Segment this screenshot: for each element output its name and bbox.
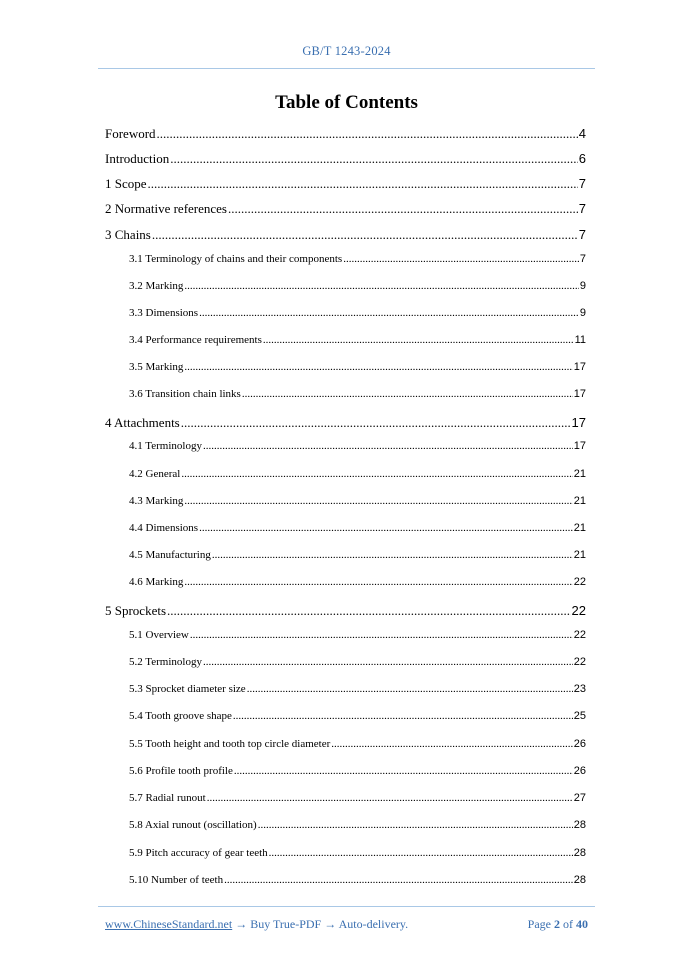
toc-entry-title: 3 Chains — [105, 227, 151, 242]
toc-entry[interactable] — [129, 656, 586, 668]
dot-leader — [184, 576, 572, 588]
toc-entry[interactable] — [105, 176, 586, 192]
toc-entry[interactable] — [129, 710, 586, 722]
toc-entry-title: 3.4 Performance requirements — [129, 334, 262, 346]
toc-entry[interactable] — [129, 440, 586, 452]
toc-entry-title: Introduction — [105, 151, 170, 166]
toc-entry-title: 4.3 Marking — [129, 495, 184, 507]
toc-entry-page: 11 — [574, 334, 586, 346]
toc-entry-title: 3.3 Dimensions — [129, 307, 199, 319]
toc-entry-page: 9 — [579, 280, 586, 292]
toc-entry[interactable] — [129, 361, 586, 373]
page-total: 40 — [576, 917, 588, 931]
dot-leader — [148, 176, 578, 192]
delivery-text: Auto-delivery. — [338, 917, 409, 931]
toc-entry[interactable] — [105, 201, 586, 217]
toc-entry-title: 5.1 Overview — [129, 629, 189, 641]
toc-entry-title: 3.2 Marking — [129, 280, 184, 292]
toc-entry-page: 22 — [571, 603, 586, 618]
toc-entry[interactable] — [129, 280, 586, 292]
toc-entry-title: 4 Attachments — [105, 415, 180, 430]
site-link[interactable]: www.ChineseStandard.net — [105, 917, 233, 931]
toc-entry-page: 28 — [573, 819, 586, 831]
dot-leader — [247, 683, 573, 695]
toc-entry-page: 21 — [573, 495, 586, 507]
buy-link[interactable]: Buy True-PDF — [250, 917, 322, 931]
dot-leader — [152, 227, 578, 243]
dot-leader — [258, 819, 573, 831]
dot-leader — [199, 522, 573, 534]
arrow-icon: → — [324, 917, 337, 931]
page-title: Table of Contents — [275, 92, 418, 113]
toc-entry-page: 17 — [573, 440, 586, 452]
toc-entry[interactable] — [129, 847, 586, 859]
toc-entry-page: 6 — [578, 151, 586, 166]
toc-entry-page: 22 — [573, 629, 586, 641]
toc-entry-page: 27 — [573, 792, 586, 804]
toc-entry-page: 17 — [573, 361, 586, 373]
toc-entry-title: 3.1 Terminology of chains and their components — [129, 253, 343, 265]
dot-leader — [234, 765, 573, 777]
toc-entry-page: 26 — [573, 765, 586, 777]
toc-entry-page: 28 — [573, 874, 586, 886]
toc-entry-title: 3.6 Transition chain links — [129, 388, 241, 400]
dot-leader — [184, 495, 572, 507]
toc-entry-title: 5 Sprockets — [105, 603, 167, 618]
dot-leader — [228, 201, 578, 217]
toc-entry-title: 4.1 Terminology — [129, 440, 202, 452]
dot-leader — [157, 126, 578, 142]
toc-entry-title: 4.5 Manufacturing — [129, 549, 211, 561]
toc-entry-page: 28 — [573, 847, 586, 859]
toc-entry-page: 25 — [573, 710, 586, 722]
toc-entry-page: 21 — [573, 549, 586, 561]
toc-entry[interactable] — [105, 151, 586, 167]
dot-leader — [224, 874, 573, 886]
toc-entry[interactable] — [129, 683, 586, 695]
toc-entry-page: 23 — [573, 683, 586, 695]
toc-entry-title: 4.4 Dimensions — [129, 522, 199, 534]
toc-entry-page: 22 — [573, 576, 586, 588]
toc-entry-title: 5.8 Axial runout (oscillation) — [129, 819, 257, 831]
toc-entry-title: 4.6 Marking — [129, 576, 184, 588]
toc-entry-title: 4.2 General — [129, 468, 181, 480]
toc-entry-page: 21 — [573, 522, 586, 534]
toc-entry-title: 2 Normative references — [105, 201, 227, 216]
dot-leader — [203, 656, 573, 668]
dot-leader — [199, 307, 579, 319]
toc-entry-page: 4 — [578, 126, 586, 141]
arrow-icon: → — [235, 917, 248, 931]
toc-entry-page: 17 — [571, 415, 586, 430]
toc-entry-title: 5.9 Pitch accuracy of gear teeth — [129, 847, 268, 859]
page-counter — [528, 917, 588, 932]
dot-leader — [167, 603, 571, 619]
toc-entry[interactable] — [105, 227, 586, 243]
toc-entry-title: 5.6 Profile tooth profile — [129, 765, 233, 777]
dot-leader — [242, 388, 573, 400]
toc-entry[interactable] — [129, 495, 586, 507]
toc-entry[interactable] — [129, 307, 586, 319]
dot-leader — [184, 280, 578, 292]
dot-leader — [212, 549, 573, 561]
toc-entry-page: 9 — [579, 307, 586, 319]
toc-entry-title: Foreword — [105, 126, 156, 141]
toc-entry-title: 5.5 Tooth height and tooth top circle diameter — [129, 738, 331, 750]
toc-entry[interactable] — [129, 468, 586, 480]
toc-entry[interactable] — [129, 334, 586, 346]
header-rule — [98, 68, 595, 69]
toc-entry-page: 22 — [573, 656, 586, 668]
dot-leader — [181, 415, 571, 431]
toc-entry[interactable] — [129, 253, 586, 265]
toc-entry-title: 5.10 Number of teeth — [129, 874, 224, 886]
dot-leader — [207, 792, 573, 804]
toc-entry-title: 1 Scope — [105, 176, 147, 191]
dot-leader — [331, 738, 572, 750]
toc-entry-page: 7 — [578, 227, 586, 242]
toc-entry[interactable] — [129, 738, 586, 750]
toc-entry[interactable] — [129, 819, 586, 831]
toc-entry-title: 5.4 Tooth groove shape — [129, 710, 232, 722]
toc-entry[interactable] — [129, 549, 586, 561]
toc-entry-page: 7 — [578, 201, 586, 216]
toc-entry-title: 5.7 Radial runout — [129, 792, 206, 804]
toc-entry[interactable] — [129, 388, 586, 400]
footer-promo — [105, 917, 408, 932]
toc-entry[interactable] — [129, 792, 586, 804]
toc-entry[interactable] — [129, 874, 586, 886]
dot-leader — [203, 440, 573, 452]
dot-leader — [233, 710, 573, 722]
toc-entry-page: 21 — [573, 468, 586, 480]
dot-leader — [269, 847, 573, 859]
running-header: GB/T 1243-2024 — [302, 44, 391, 58]
dot-leader — [343, 253, 579, 265]
page-label: Page — [527, 917, 551, 931]
of-label: of — [563, 917, 573, 931]
toc-entry-page: 26 — [573, 738, 586, 750]
toc-entry-page: 17 — [573, 388, 586, 400]
toc-entry-title: 5.3 Sprocket diameter size — [129, 683, 246, 695]
toc-entry[interactable] — [129, 629, 586, 641]
dot-leader — [184, 361, 572, 373]
toc-entry[interactable] — [129, 522, 586, 534]
toc-entry-page: 7 — [578, 176, 586, 191]
dot-leader — [181, 468, 572, 480]
dot-leader — [170, 151, 578, 167]
toc-entry[interactable] — [105, 603, 586, 619]
page-number: 2 — [554, 917, 560, 931]
toc-entry[interactable] — [129, 765, 586, 777]
toc-entry-page: 7 — [579, 253, 586, 265]
toc-entry[interactable] — [129, 576, 586, 588]
toc-entry-title: 3.5 Marking — [129, 361, 184, 373]
toc-entry[interactable] — [105, 126, 586, 142]
toc-entry[interactable] — [105, 415, 586, 431]
dot-leader — [263, 334, 574, 346]
dot-leader — [190, 629, 573, 641]
footer-rule — [98, 906, 595, 907]
toc-entry-title: 5.2 Terminology — [129, 656, 202, 668]
